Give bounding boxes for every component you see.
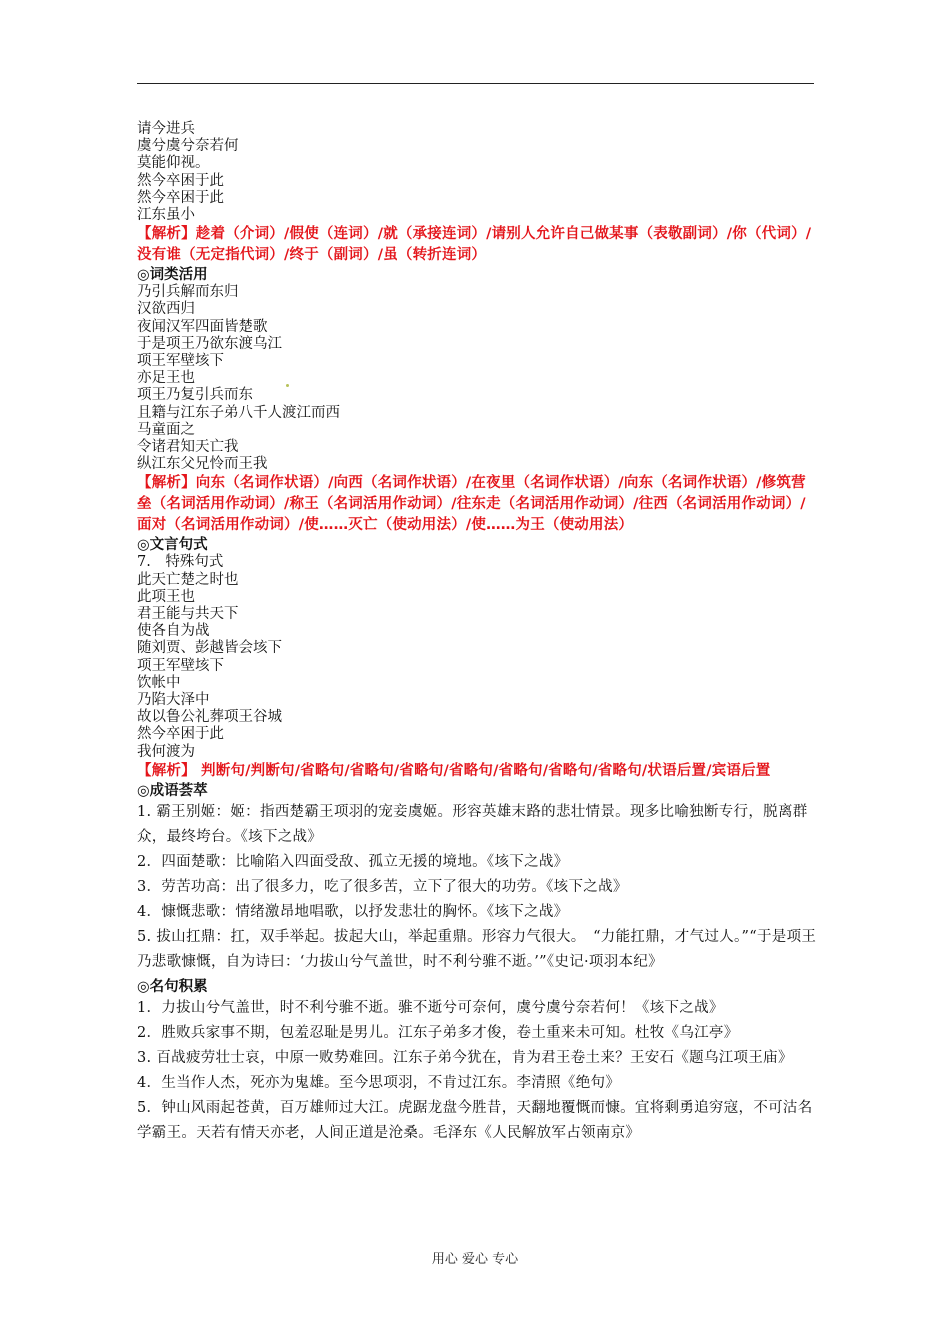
idiom-item: 4．慷慨悲歌：情绪激昂地唱歌，以抒发悲壮的胸怀。《垓下之战》: [137, 903, 569, 920]
sentence-pattern-examples: [137, 554, 817, 760]
header-rule: [137, 83, 814, 84]
document-body: [137, 121, 817, 1146]
section-heading-ciluei: ◎词类活用: [137, 267, 208, 284]
example-line: 然今卒困于此: [137, 172, 224, 189]
section-heading-mingju: ◎名句积累: [137, 978, 208, 995]
example-line: 亦足王也: [137, 370, 195, 387]
idiom-item: 1. 霸王别姬：姬：指西楚霸王项羽的宠妾虞姬。形容英雄末路的悲壮情景。现多比喻独断专行，脱离群众，最终垮台。《垓下之战》: [137, 803, 808, 845]
example-line: 此项王也: [137, 588, 195, 605]
quote-item: 1．力拔山兮气盖世，时不利兮骓不逝。骓不逝兮可奈何，虞兮虞兮奈若何！《垓下之战》: [137, 999, 724, 1016]
example-line: 纵江东父兄怜而王我: [137, 456, 268, 473]
example-line: 项王军壁垓下: [137, 353, 224, 370]
example-line: 7. 特殊句式: [137, 554, 224, 571]
example-line: 江东虽小: [137, 207, 195, 224]
example-line: 然今卒困于此: [137, 189, 224, 206]
analysis-vocab: 【解析】趁着（介词）/假使（连词）/就（承接连词）/请别人允许自己做某事（表敬副词）/你（代词）/没有谁（无定指代词）/终于（副词）/虽（转折连词）: [137, 226, 812, 264]
quote-list: [137, 996, 817, 1146]
example-line: 项王乃复引兵而东: [137, 387, 253, 404]
example-line: 乃引兵解而东归: [137, 284, 239, 301]
example-line: 使各自为战: [137, 623, 210, 640]
quote-item: 2．胜败兵家事不期，包羞忍耻是男儿。江东子弟多才俊，卷土重来未可知。杜牧《乌江亭》: [137, 1024, 739, 1041]
idiom-item: 5. 拔山扛鼎：扛，双手举起。拔起大山，举起重鼎。形容力气很大。 “力能扛鼎，才气过人。”“于是项王乃悲歌慷慨，自为诗曰：‘力拔山兮气盖世，时不利兮骓不逝。’”《史记·项羽本纪》: [137, 928, 817, 970]
example-line: 莫能仰视。: [137, 155, 210, 172]
word-class-examples: [137, 284, 817, 473]
example-line: 汉欲西归: [137, 301, 195, 318]
example-line: 项王军壁垓下: [137, 657, 224, 674]
example-line: 故以鲁公礼葬项王谷城: [137, 709, 282, 726]
example-line: 君王能与共天下: [137, 606, 239, 623]
example-line: 令诸君知天亡我: [137, 439, 239, 456]
example-line: 马童面之: [137, 421, 195, 438]
section-heading-juse: ◎文言句式: [137, 537, 208, 554]
quote-item: 3. 百战疲劳壮士哀，中原一败势难回。江东子弟今犹在，肯为君王卷土来？王安石《题乌江项王庙》: [137, 1049, 793, 1066]
example-line: 我何渡为: [137, 743, 195, 760]
example-line: 夜闻汉军四面皆楚歌: [137, 318, 268, 335]
example-line: 此天亡楚之时也: [137, 571, 239, 588]
example-line: 且籍与江东子弟八千人渡江而西: [137, 404, 340, 421]
analysis-sentence-pattern: 【解析】 判断句/判断句/省略句/省略句/省略句/省略句/省略句/省略句/省略句/状语后置/宾语后置: [137, 762, 771, 779]
example-line: 请今进兵: [137, 121, 195, 137]
example-line: 于是项王乃欲东渡乌江: [137, 335, 282, 352]
quote-item: 5．钟山风雨起苍黄，百万雄师过大江。虎踞龙盘今胜昔，天翻地覆慨而慷。宜将剩勇追穷寇，不可沽名学霸王。天若有情天亦老，人间正道是沧桑。毛泽东《人民解放军占领南京》: [137, 1099, 813, 1141]
idiom-item: 3．劳苦功高：出了很多力，吃了很多苦，立下了很大的功劳。《垓下之战》: [137, 878, 628, 895]
example-line: 随刘贾、彭越皆会垓下: [137, 640, 282, 657]
quote-item: 4．生当作人杰，死亦为鬼雄。至今思项羽，不肯过江东。李清照《绝句》: [137, 1074, 621, 1091]
idiom-list: [137, 800, 817, 975]
example-line: 虞兮虞兮奈若何: [137, 138, 239, 155]
analysis-word-class: 【解析】向东（名词作状语）/向西（名词作状语）/在夜里（名词作状语）/向东（名词作状语）/修筑营垒（名词活用作动词）/称王（名词活用作动词）/往东走（名词活用作动词）/往西（名词活用作动词）/面对（名词活用作动词）/使……灭亡（使动用法）/使……为王（使动用法）: [137, 475, 806, 534]
idiom-item: 2．四面楚歌：比喻陷入四面受敌、孤立无援的境地。《垓下之战》: [137, 853, 569, 870]
section-heading-chengyu: ◎成语荟萃: [137, 782, 208, 799]
page-footer: 用心 爱心 专心: [431, 1252, 519, 1267]
example-line: 然今卒困于此: [137, 726, 224, 743]
example-line: 乃陷大泽中: [137, 692, 210, 709]
vocab-examples: [137, 121, 817, 224]
example-line: 饮帐中: [137, 674, 181, 691]
